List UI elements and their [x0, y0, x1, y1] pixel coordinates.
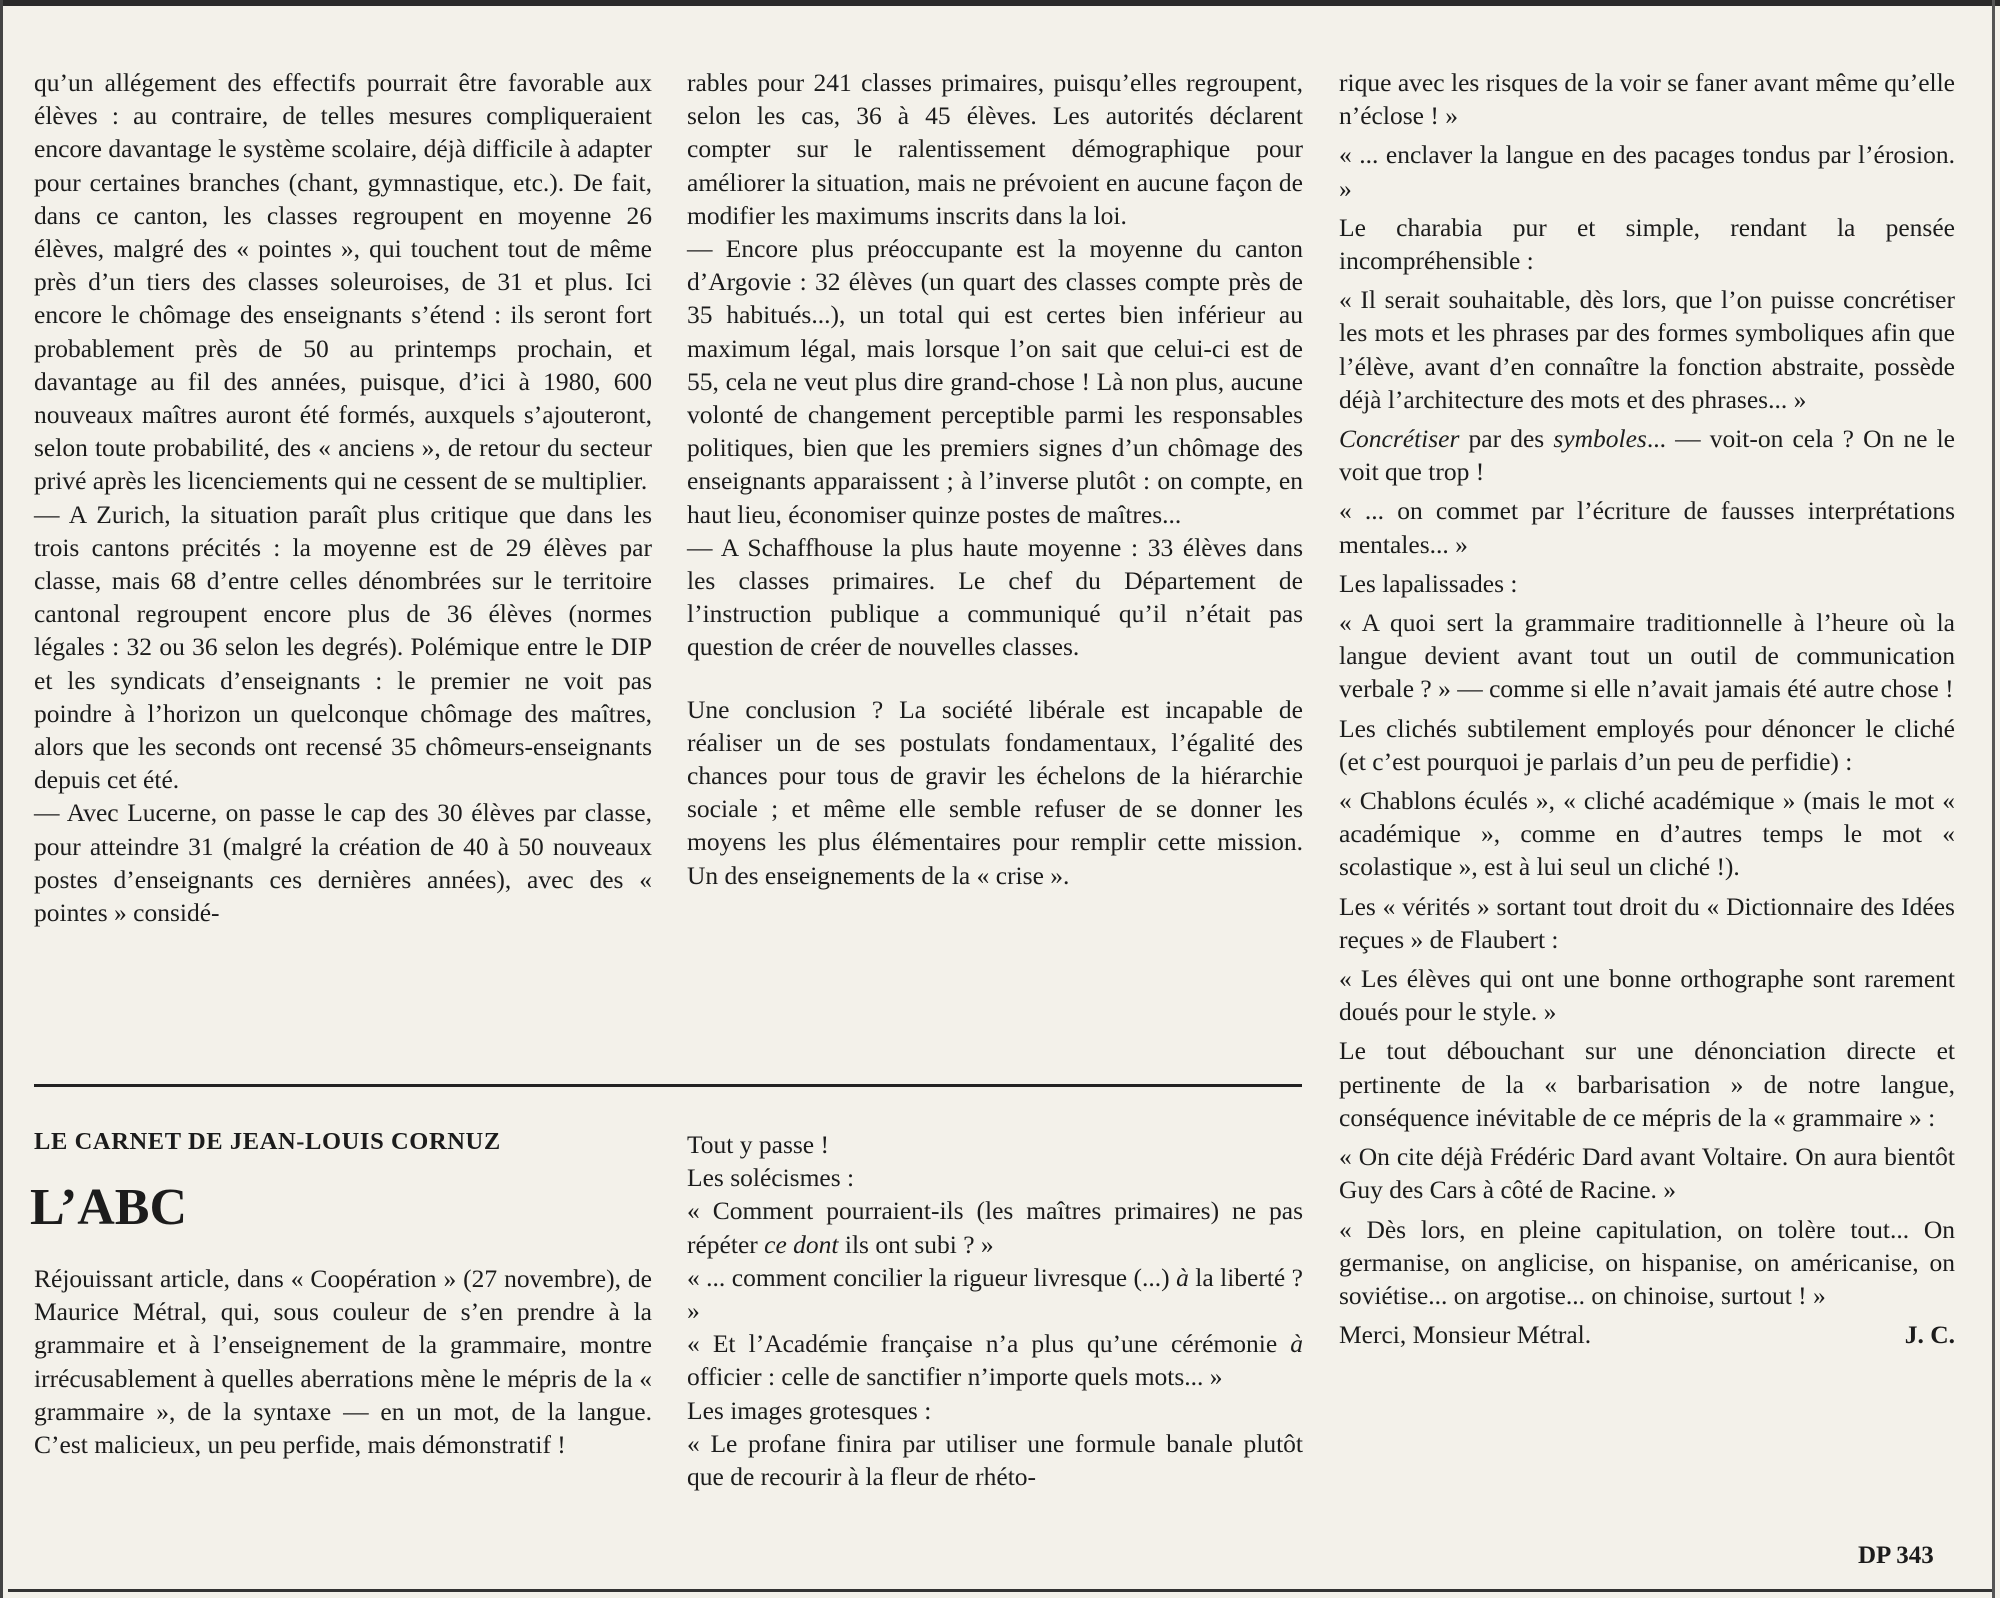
- page-number: DP 343: [1858, 1542, 1934, 1569]
- article-intro: [34, 1262, 652, 1461]
- paragraph: [1339, 422, 1955, 488]
- column-3: [1339, 66, 1955, 1351]
- quote: [687, 1261, 1303, 1327]
- paragraph: — Avec Lucerne, on passe le cap des 30 élèves par classe, pour atteindre 31 (malgré la création de 40 à 50 nouveaux postes d’enseignants ces dernières années), avec des « pointes » considé-: [34, 798, 652, 928]
- quote-text: « Comment pourraient-ils (les maîtres primaires) ne pas répéter: [687, 1196, 1303, 1259]
- article-column-2: [687, 1128, 1303, 1493]
- paragraph: Les « vérités » sortant tout droit du « Dictionnaire des Idées reçues » de Flaubert :: [1339, 891, 1955, 954]
- paragraph: Le tout débouchant sur une dénonciation directe et pertinente de la « barbarisation » de notre langue, conséquence inévitable de ce mépris de la « grammaire » :: [1339, 1036, 1955, 1132]
- conclusion-paragraph: Une conclusion ? La société libérale est incapable de réaliser un de ses postulats fondamentaux, l’égalité des chances pour tous de gravir les échelons de la hiérarchie sociale ; et même elle semble refuser de se donner les moyens les plus élémentaires pour remplir cette mission. Un des enseignements de la « crise ».: [687, 694, 1303, 890]
- closing-text: Merci, Monsieur Métral.: [1339, 1320, 1592, 1350]
- paragraph: — A Zurich, la situation paraît plus critique que dans les trois cantons précités : la moyenne est de 29 élèves par classe, mais 68 d’entre celles dénombrées sur le territoire cantonal regroupent encore plus de 36 élèves (normes légales : 32 ou 36 selon les degrés). Polémique entre le DIP et les syndicats d’enseignants : le premier ne voit pas poindre à l’horizon un quelconque chômage des maîtres, alors que les seconds ont recensé 35 chômeurs-enseignants depuis cet été.: [34, 499, 652, 795]
- quote: « ... enclaver la langue en des pacages tondus par l’érosion. »: [1339, 140, 1955, 203]
- column-2: [687, 66, 1303, 892]
- quote-text: la liberté ? »: [687, 1262, 1303, 1326]
- paragraph: Les clichés subtilement employés pour dénoncer le cliché (et c’est pourquoi je parlais d’un peu de perfidie) :: [1339, 713, 1955, 776]
- paragraph: rables pour 241 classes primaires, puisqu’elles regroupent, selon les cas, 36 à 45 élèves. Les autorités déclarent compter sur le ralentissement démographique pour améliorer la situation, mais ne prévoient en aucune façon de modifier les maximums inscrits dans la loi.: [687, 68, 1303, 230]
- paragraph: qu’un allégement des effectifs pourrait être favorable aux élèves : au contraire, de telles mesures compliqueraient encore davantage le système scolaire, déjà difficile à adapter pour certaines branches (chant, gymnastique, etc.). De fait, dans ce canton, les classes regroupent en moyenne 26 élèves, malgré des « pointes », qui touchent tout de même près d’un tiers des classes soleuroises, de 31 et plus. Ici encore le chômage des enseignants s’étend : ils seront fort probablement près de 50 au printemps prochain, et davantage au fil des années, puisque, d’ici à 1980, 600 nouveaux maîtres auront été formés, auxquels s’ajouteront, selon toute probabilité, des « anciens », de retour du secteur privé après les licenciements qui ne cessent de se multiplier.: [34, 68, 652, 496]
- paragraph: — A Schaffhouse la plus haute moyenne : 33 élèves dans les classes primaires. Le chef du Département de l’instruction publique a communiqué qu’il n’était pas question de créer de nouvelles classes.: [687, 532, 1303, 662]
- paragraph: Tout y passe !: [687, 1130, 829, 1159]
- quote: « Dès lors, en pleine capitulation, on tolère tout... On germanise, on anglicise, on hispanise, on américanise, on soviétise... on argotise... on chinoise, surtout ! »: [1339, 1214, 1955, 1310]
- quote: « A quoi sert la grammaire traditionnelle à l’heure où la langue devient avant tout un outil de communication verbale ? » — comme si elle n’avait jamais été autre chose !: [1339, 608, 1955, 704]
- quote: « Il serait souhaitable, dès lors, que l’on puisse concrétiser les mots et les phrases par des formes symboliques afin que l’élève, avant d’en connaître la fonction abstraite, possède déjà l’architecture des mots et des phrases... »: [1339, 285, 1955, 414]
- top-rule: [0, 0, 2000, 6]
- right-rule: [1992, 0, 1995, 1598]
- paragraph: Réjouissant article, dans « Coopération » (27 novembre), de Maurice Métral, qui, sous couleur de s’en prendre à la grammaire et à l’enseignement de la grammaire, montre irrécusablement à quelles aberrations mène le mépris de la « grammaire », de la syntaxe — en un mot, de la langue. C’est malicieux, un peu perfide, mais démonstratif !: [34, 1264, 652, 1460]
- quote-text: ils ont subi ? »: [838, 1229, 994, 1259]
- closing-line: [1339, 1318, 1955, 1351]
- bottom-rule: [8, 1589, 1992, 1592]
- quote-text: « Et l’Académie française n’a plus qu’une cérémonie: [687, 1329, 1291, 1359]
- quote: « Le profane finira par utiliser une formule banale plutôt que de recourir à la fleur de rhéto-: [687, 1428, 1303, 1492]
- left-rule: [0, 0, 3, 1598]
- quote-italic: à: [1290, 1329, 1303, 1359]
- quote: « On cite déjà Frédéric Dard avant Voltaire. On aura bientôt Guy des Cars à côté de Racine. »: [1339, 1142, 1955, 1205]
- italic-word: Concrétiser: [1339, 424, 1460, 454]
- quote: [687, 1327, 1303, 1393]
- quote: « Chablons éculés », « cliché académique » (mais le mot « académique », comme en d’autres temps le mot « scolastique », est à lui seul un cliché !).: [1339, 786, 1955, 882]
- quote-italic: ce dont: [764, 1229, 839, 1259]
- paragraph: Les images grotesques :: [687, 1395, 932, 1425]
- quote: « Les élèves qui ont une bonne orthographe sont rarement doués pour le style. »: [1339, 964, 1955, 1027]
- italic-word: symboles: [1553, 424, 1647, 454]
- text: ... — voit-on cela ? On ne le voit que trop !: [1339, 424, 1955, 487]
- paragraph: rique avec les risques de la voir se faner avant même qu’elle n’éclose ! »: [1339, 68, 1955, 131]
- quote-text: officier : celle de sanctifier n’importe quels mots... »: [687, 1362, 1223, 1392]
- column-heading: LE CARNET DE JEAN-LOUIS CORNUZ: [34, 1128, 501, 1155]
- paragraph: Les lapalissades :: [1339, 568, 1518, 598]
- section-divider: [34, 1084, 1302, 1087]
- text: par des: [1459, 424, 1554, 454]
- paragraph: Le charabia pur et simple, rendant la pensée incompréhensible :: [1339, 212, 1955, 276]
- column-1: [34, 66, 652, 929]
- quote: « ... on commet par l’écriture de fausses interprétations mentales... »: [1339, 496, 1955, 559]
- quote-italic: à: [1176, 1262, 1189, 1292]
- paragraph: — Encore plus préoccupante est la moyenne du canton d’Argovie : 32 élèves (un quart des classes compte près de 35 habitués...), un total qui est certes bien inférieur au maximum légal, mais lorsque l’on sait que celui-ci est de 55, cela ne veut plus dire grand-chose ! Là non plus, aucune volonté de changement perceptible parmi les responsables politiques, bien que les premiers signes d’un chômage des enseignants apparaissent ; à l’inverse plutôt : on compte, en haut lieu, économiser quinze postes de maîtres...: [687, 234, 1303, 529]
- quote-text: « ... comment concilier la rigueur livresque (...): [687, 1262, 1177, 1292]
- signature: J. C.: [1904, 1320, 1955, 1350]
- article-title: L’ABC: [30, 1179, 188, 1236]
- quote: [687, 1194, 1303, 1260]
- paragraph: Les solécismes :: [687, 1163, 855, 1193]
